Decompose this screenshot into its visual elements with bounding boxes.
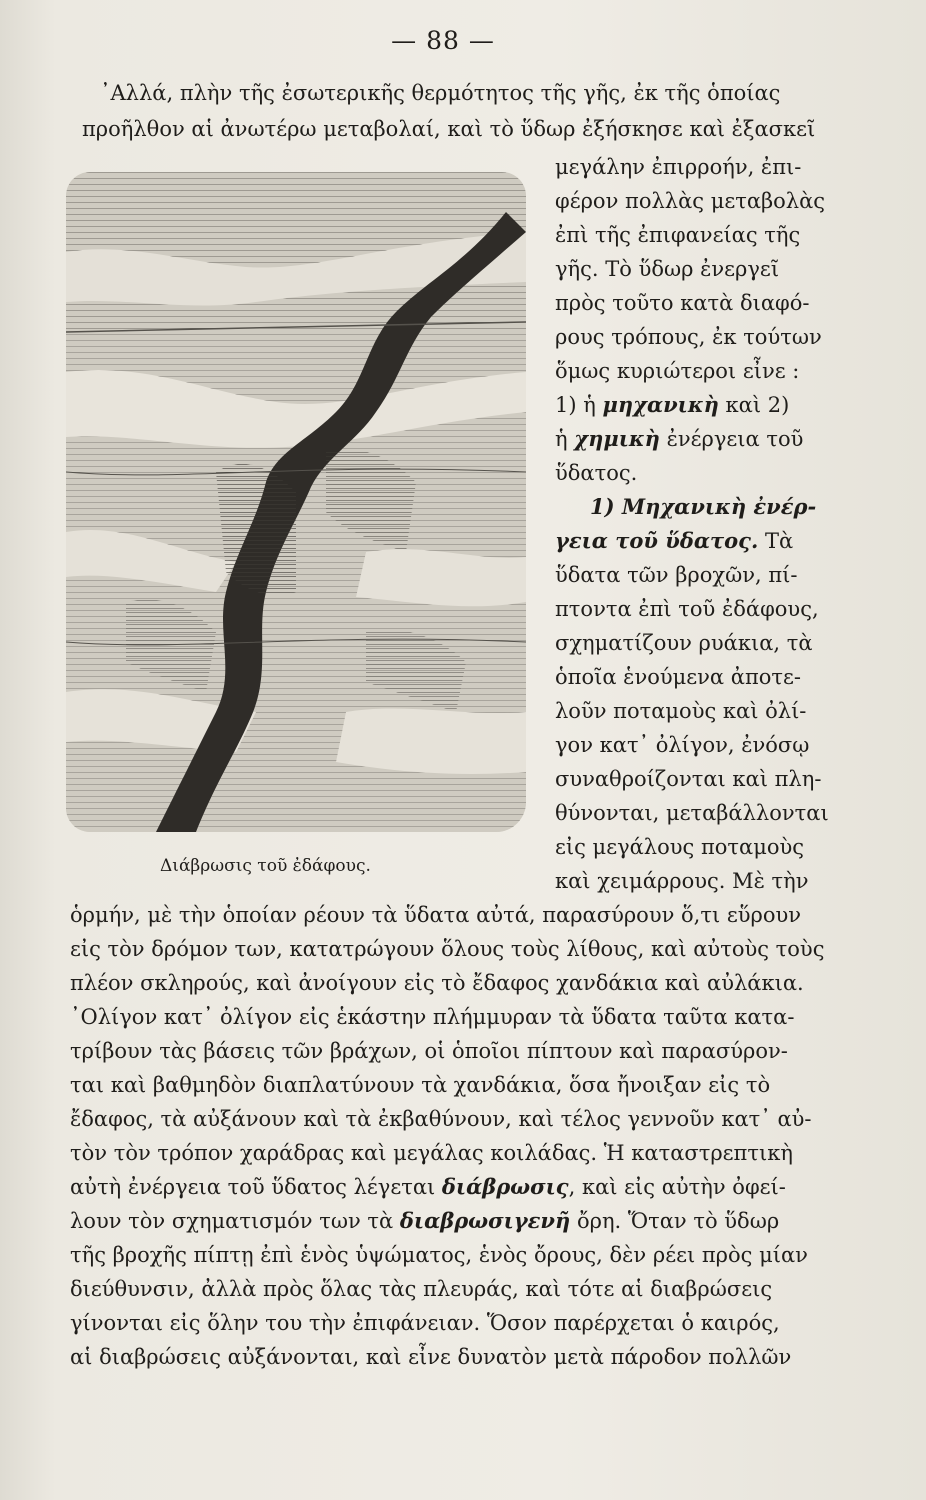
text-line: ται καὶ βαθμηδὸν διαπλατύνουν τὰ χανδάκια, ὅσα ἤνοιξαν εἰς τὸ xyxy=(70,1073,771,1097)
text-run: ἡ xyxy=(555,427,575,451)
section-heading: 1) Μηχανικὴ ἐνέρ- xyxy=(590,494,817,519)
text-line: ρους τρόπους, ἐκ τούτων xyxy=(555,325,822,349)
emphasis-term: διαβρωσιγενῆ xyxy=(399,1208,571,1233)
text-line: συναθροίζονται καὶ πλη- xyxy=(555,767,822,791)
text-line xyxy=(555,390,855,420)
text-line: ὕδατα τῶν βροχῶν, πί- xyxy=(555,563,798,587)
text-line: πλέον σκληρούς, καὶ ἀνοίγουν εἰς τὸ ἔδαφος χανδάκια καὶ αὐλάκια. xyxy=(70,971,804,995)
text-run: καὶ 2) xyxy=(718,393,790,417)
text-line: καὶ χειμάρρους. Μὲ τὴν xyxy=(555,869,809,893)
text-line: τὸν τὸν τρόπον χαράδρας καὶ μεγάλας κοιλάδας. Ἡ καταστρεπτικὴ xyxy=(70,1141,793,1165)
erosion-engraving xyxy=(66,172,526,832)
text-line xyxy=(70,1206,854,1236)
text-line xyxy=(555,526,855,556)
text-line: θύνονται, μεταβάλλονται xyxy=(555,801,829,825)
text-line: φέρον πολλὰς μεταβολὰς xyxy=(555,189,826,213)
text-run: 1) ἡ xyxy=(555,393,603,417)
text-line: γῆς. Τὸ ὕδωρ ἐνεργεῖ xyxy=(555,257,780,281)
text-line: ἐπὶ τῆς ἐπιφανείας τῆς xyxy=(555,223,801,247)
text-run: αὐτὴ ἐνέργεια τοῦ ὕδατος λέγεται xyxy=(70,1175,442,1199)
figure-caption: Διάβρωσις τοῦ ἐδάφους. xyxy=(160,856,371,876)
text-line: ὅμως κυριώτεροι εἶνε : xyxy=(555,359,800,383)
text-line: προῆλθον αἱ ἀνωτέρω μεταβολαί, καὶ τὸ ὕδωρ ἐξήσκησε καὶ ἐξασκεῖ xyxy=(82,117,816,141)
text-line: γίνονται εἰς ὅλην του τὴν ἐπιφάνειαν. Ὅσον παρέρχεται ὁ καιρός, xyxy=(70,1311,780,1335)
erosion-engraving-illustration xyxy=(66,172,526,832)
emphasis-term: διάβρωσις xyxy=(441,1174,569,1199)
text-line: εἰς τὸν δρόμον των, κατατρώγουν ὅλους τοὺς λίθους, καὶ αὐτοὺς τοὺς xyxy=(70,937,825,961)
text-line: ᾿Ολίγον κατ᾿ ὀλίγον εἰς ἑκάστην πλήμμυραν τὰ ὕδατα ταῦτα κατα- xyxy=(70,1005,795,1029)
text-line: αἱ διαβρώσεις αὐξάνονται, καὶ εἶνε δυνατὸν μετὰ πάροδον πολλῶν xyxy=(70,1345,792,1369)
page-number: — 88 — xyxy=(391,26,495,55)
text-line: ἔδαφος, τὰ αὐξάνουν καὶ τὰ ἐκβαθύνουν, καὶ τέλος γεννοῦν κατ᾿ αὐ- xyxy=(70,1107,812,1131)
text-line: πρὸς τοῦτο κατὰ διαφό- xyxy=(555,291,810,315)
text-line: τῆς βροχῆς πίπτῃ ἐπὶ ἑνὸς ὑψώματος, ἑνὸς ὄρους, δὲν ρέει πρὸς μίαν xyxy=(70,1243,808,1267)
text-line: διεύθυνσιν, ἀλλὰ πρὸς ὅλας τὰς πλευράς, καὶ τότε αἱ διαβρώσεις xyxy=(70,1277,773,1301)
emphasis-term: χημικὴ xyxy=(574,426,660,451)
text-line: ὁρμήν, μὲ τὴν ὁποίαν ρέουν τὰ ὕδατα αὐτά, παρασύρουν ὅ,τι εὕρουν xyxy=(70,903,802,927)
text-run: Τὰ xyxy=(758,529,794,553)
text-run: λουν τὸν σχηματισμόν των τὰ xyxy=(70,1209,400,1233)
text-line: ᾿Αλλά, πλὴν τῆς ἐσωτερικῆς θερμότητος τῆς γῆς, ἐκ τῆς ὁποίας xyxy=(100,81,781,105)
emphasis-term: γεια τοῦ ὕδατος. xyxy=(555,528,759,553)
text-line: τρίβουν τὰς βάσεις τῶν βράχων, οἱ ὁποῖοι πίπτουν καὶ παρασύρον- xyxy=(70,1039,788,1063)
text-run: , καὶ εἰς αὐτὴν ὀφεί- xyxy=(568,1175,786,1199)
text-line: πτοντα ἐπὶ τοῦ ἐδάφους, xyxy=(555,597,819,621)
text-line: γον κατ᾿ ὀλίγον, ἐνόσῳ xyxy=(555,733,810,757)
text-line: εἰς μεγάλους ποταμοὺς xyxy=(555,835,805,859)
text-run: ἐνέργεια τοῦ xyxy=(659,427,804,451)
text-line: μεγάλην ἐπιρροήν, ἐπι- xyxy=(555,155,802,179)
text-line: λοῦν ποταμοὺς καὶ ὀλί- xyxy=(555,699,807,723)
text-line: ὕδατος. xyxy=(555,461,638,485)
text-line: ὁποῖα ἑνούμενα ἀποτε- xyxy=(555,665,801,689)
emphasis-term: μηχανικὴ xyxy=(602,392,719,417)
text-line xyxy=(555,424,855,454)
text-line: σχηματίζουν ρυάκια, τὰ xyxy=(555,631,813,655)
text-run: ὄρη. Ὅταν τὸ ὕδωρ xyxy=(570,1209,780,1233)
text-line xyxy=(70,1172,854,1202)
